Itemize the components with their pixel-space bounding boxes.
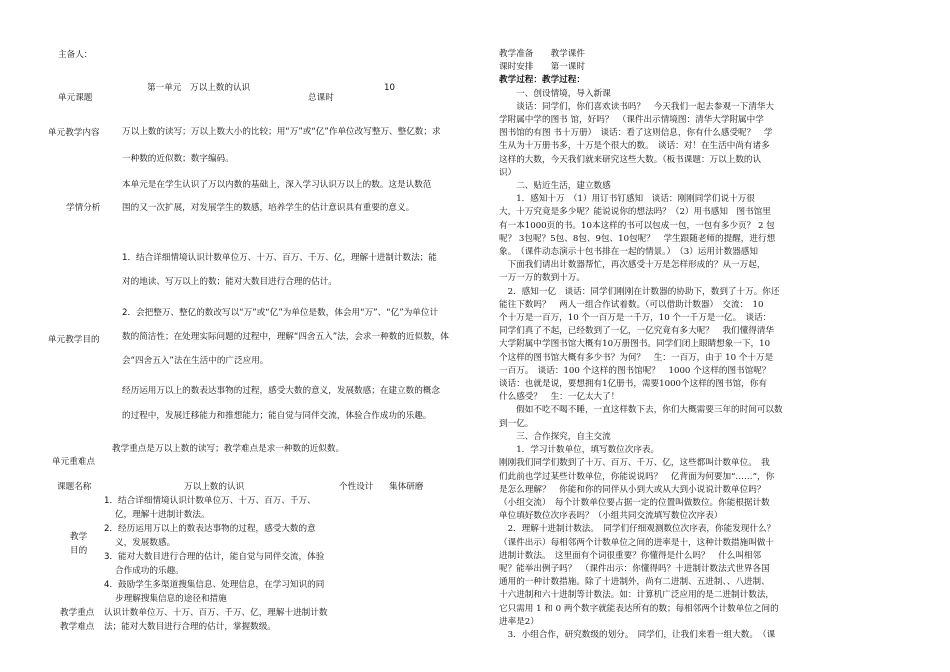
unit-title: 第一单元 万以上数的认识	[147, 83, 251, 93]
total-hours-label: 总课时	[308, 93, 334, 103]
group-research-label: 集体研磨	[389, 482, 424, 492]
teaching-focus-text: 认识计数单位万、十万、百万、千万、亿，理解十进制计数	[104, 608, 328, 618]
teaching-difficulty-text: 法；能对大数目进行合理的估计，掌握数级。	[104, 622, 276, 632]
teaching-process-text: 教学准备 教学课件 课时安排 第一课时 教学过程：教学过程： 一、创设情境，导入新课 谈话：同学们，你们喜欢读书吗？ 今天我们一起去参观一下清华大 学附属中学的图书 馆，好吗？ （课件出示情境图：清华大学附属中学 图书馆的有图 书十万册） 谈话：看了这则信息，你有什么感受呢？ 学 生从为十万册书多，十万是个很大的数。 谈话：对！在生活中尚有诸多 这样的大数，今天我们就来研究这些大数。（板书课题：万以上数的认 识） 二、贴近生活，建立数感 1．感知十万 （1）用订书钉感知 谈话：刚刚同学们说十万很 大，十万究竟是多少呢？能说说你的想法吗？（2）用书感知 图书馆里 有一本1000页的书。10本这样的书可以包成一包，一包有多少页？ 2 包 呢？ 3包呢？5包、8包、9包、10包呢？ 学生跟随老师的提醒，进行想 象。 （课件动态演示十包书排在一起的情景。） （3）运用计数器感知 下面我们请出计数器帮忙，再次感受十万是怎样形成的？从一万起， 一万一万的数到十万。 2．感知一亿 谈话：同学们刚刚在计数器的协助下，数到了十万。你还 能往下数吗？ 两人一组合作试着数。（可以借助计数器） 交流： 10 个十万是一百万，10 个一百万是一千万，10 个一千万是一亿。 谈话： 同学们真了不起，已经数到了一亿，一亿究竟有多大呢？ 我们懂得清华 大学附属中学图书馆大概有10万册图书。同学们闭上眼睛想象一下，10 个这样的图书馆大概有多少书？为何？ 生：一百万，由于 10 个十万是 一百万。 谈话：100 个这样的图书馆呢？ 1000 个这样的图书馆呢？ 谈话：也就是说，要想拥有1亿册书，需要1000个这样的图书馆，你有 什么感受？ 生：一亿太大了！ 假如不吃不喝不睡，一直这样数下去，你们大概需要三年的时间可以数 到一亿。 三、合作探究，自主交流 1．学习计数单位，填写数位次序表。 刚刚我们同学们数到了十万、百万、千万、亿，这些都叫计数单位。 我 们此前也学过某些计数单位，你能说说吗？ 亿背面为何要加“……”，你 是怎么理解？ 你能和你的同伴从小到大或从大到小说说计数单位吗？ （小组交流） 每个计数单位要占据一定的位置叫做数位。你能根据计数 单位填好数位次序表吗？（小组共同交流填写数位次序表） 2．理解十进制计数法。 同学们仔细观测数位次序表，你能发现什么？ （课件出示）每相邻两个计数单位之间的进率是十，这种计数措施叫做十 进制计数法。 这里面有个词很重要？你懂得是什么吗？ 什么叫相邻 呢？能举出例子吗？ （课件出示：你懂得吗？十进制计数法式世界各国 通用的一种计数措施。除了十进制外，尚有二进制、五进制、、八进制、 十六进制和六十进制等计数法。如：计算机广泛应用的是二进制计数法， 它只需用 1 和 0 两个数字就能表达所有的数；每相邻两个计数单位之间的 进率是2） 3．小组合作，研究数级的划分。 同学们，让我们来看一组大数。 （课	[499, 49, 783, 640]
unit-content-label: 单元教学内容	[48, 128, 100, 138]
student-analysis-label: 学情分析	[66, 203, 101, 213]
unit-content-text: 万以上数的读写；万以上数大小的比较；用“万”或“亿”作单位改写整万、整亿数；求 一种数的近似数；数字编码。	[122, 127, 441, 165]
unit-title-label: 单元课题	[58, 93, 93, 103]
unit-goals-text: 1．结合详细情境认识计数单位万、十万、百万、千万、亿，理解十进制计数法；能 对的地读、写万以上的数；能对大数目进行合理的估计。 2．会把整万、整亿的数改写以“万”或“亿”为单位是数，体会用“万”、“亿”为单位计 数的简洁性；在处理实际问题的过程中，理解“四舍五入”法，会求一种数的近似数，体 会“四舍五入”法在生活中的广泛应用。 经历运用万以上的数表达事物的过程，感受大数的意义，发展数感；在建立数的概念 的过程中，发展迁移能力和推想能力；能自觉与同伴交流，体验合作成功的乐趣。	[122, 253, 449, 421]
lesson-name-label: 课题名称	[57, 482, 92, 492]
teaching-difficulty-label: 教学难点	[60, 622, 95, 632]
unit-goals-label: 单元教学目的	[48, 335, 100, 345]
teaching-process-page	[475, 0, 950, 672]
lesson-name: 万以上数的认识	[184, 482, 245, 492]
personal-design-label: 个性设计	[339, 482, 374, 492]
lesson-objectives: 1．结合详细情境认识计数单位万、十万、百万、千万、 亿，理解十进制计数法。 2．经历运用万以上的数表达事物的过程，感受大数的意 义，发展数感。 3．能对大数目进行合理的估计，能自觉与同伴交流，体验 合作成功的乐趣。 4．鼓励学生多渠道搜集信息、处理信息，在学习知识的同 步理解搜集信息的途径和措施	[104, 496, 325, 604]
total-hours-value: 10	[384, 83, 395, 93]
objectives-label: 教学 目的	[70, 532, 88, 556]
key-points-label: 单元重难点	[52, 457, 95, 467]
key-points-text: 教学重点是万以上数的读写；教学难点是求一种数的近似数。	[112, 444, 345, 454]
preparer-label: 主备人：	[58, 50, 93, 60]
teaching-focus-label: 教学重点	[60, 608, 95, 618]
student-analysis-text: 本单元是在学生认识了万以内数的基础上，深入学习认识万以上的数。这是认数范 围的又一次扩展，对发展学生的数感，培养学生的估计意识具有重要的意义。	[122, 180, 432, 214]
